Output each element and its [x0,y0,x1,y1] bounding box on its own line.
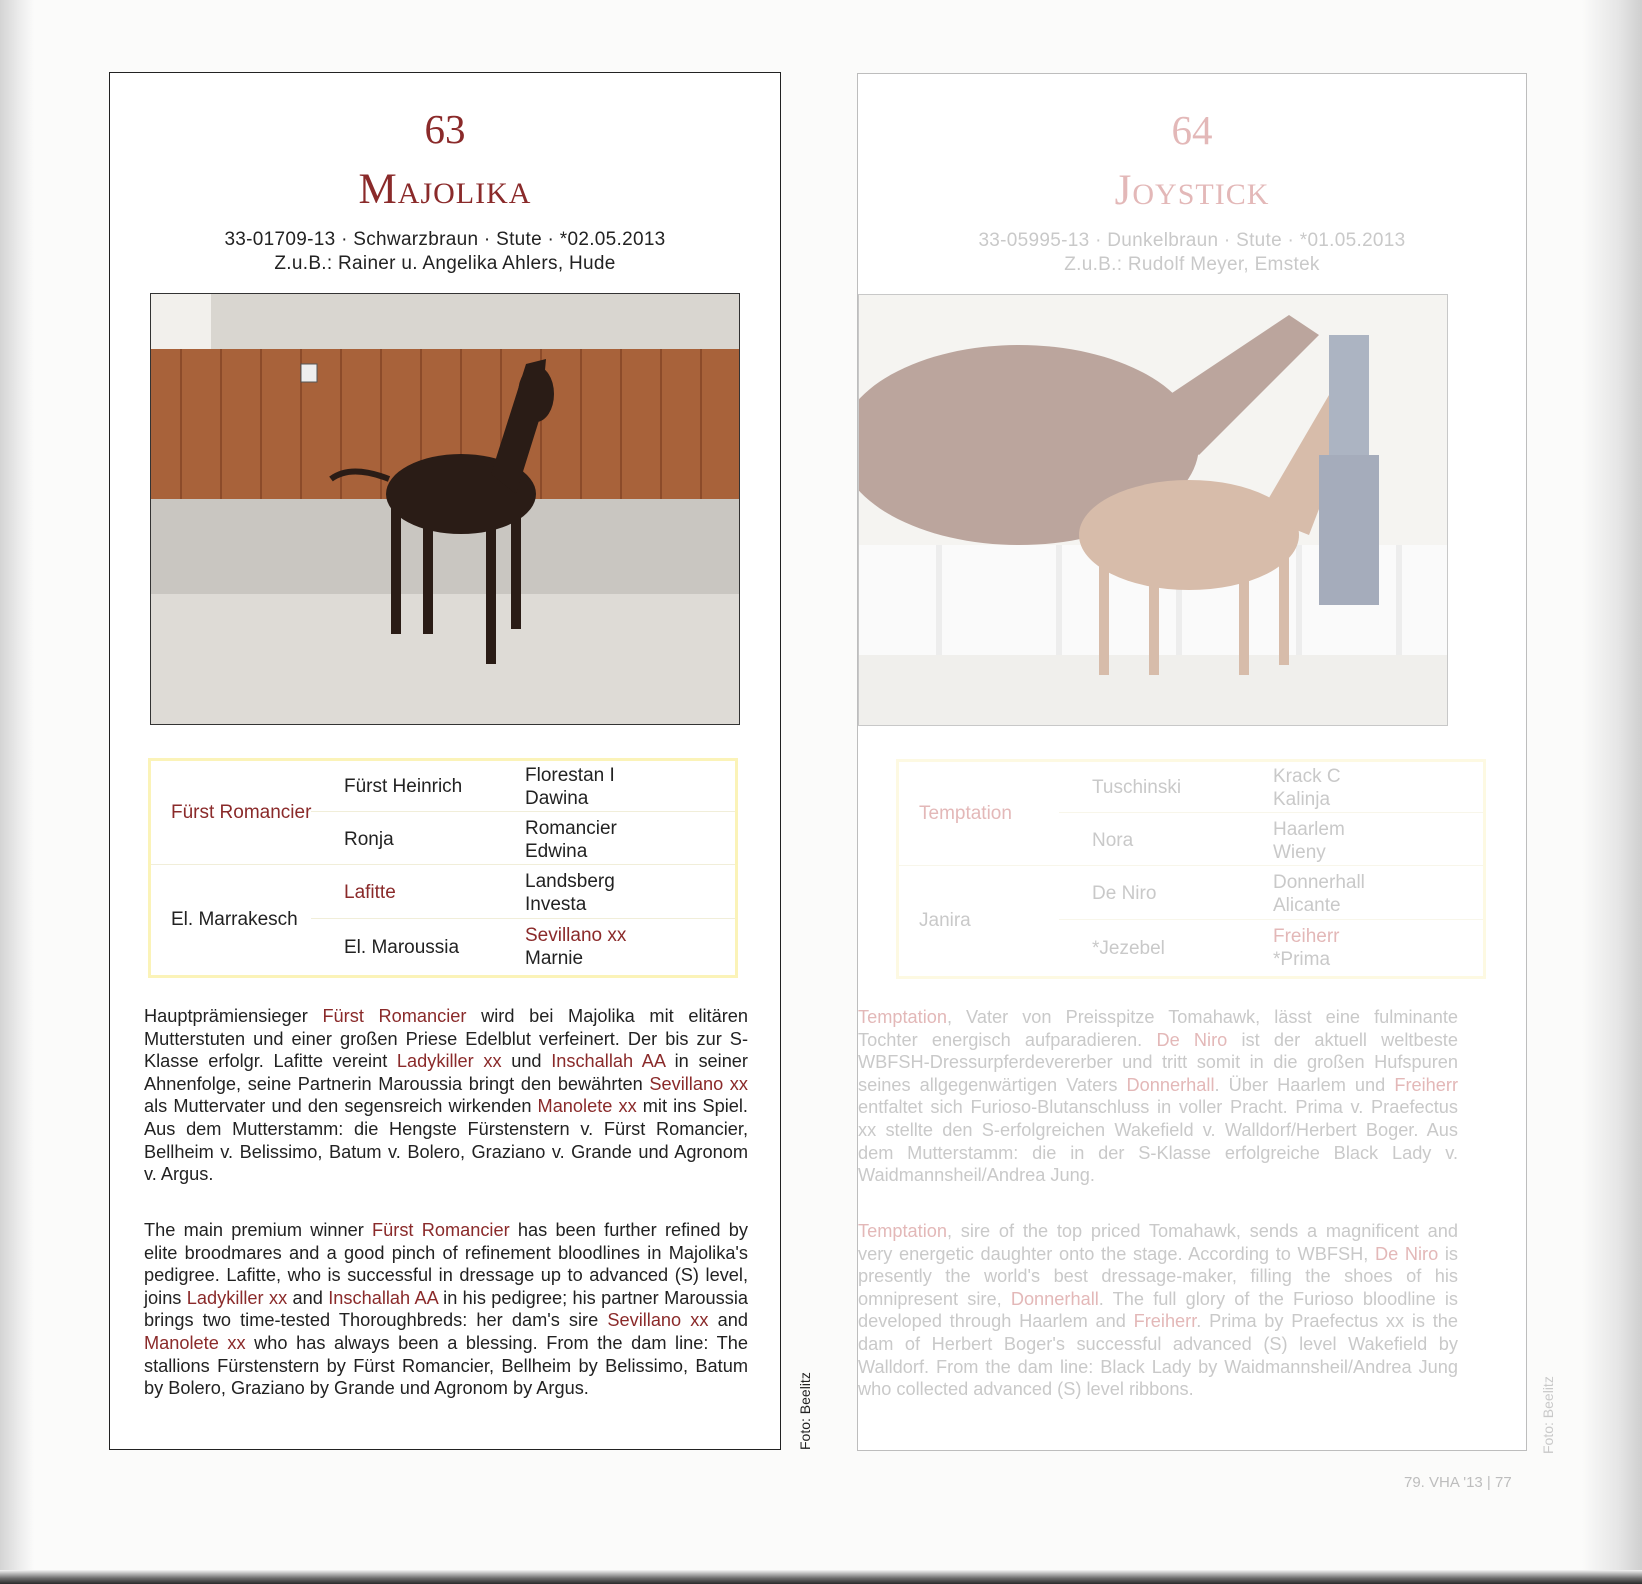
lot-card-63 [109,72,781,1450]
body-text: . Prima by Praefectus xx is the dam of Herbert Boger's successful advanced (S) level Wakefield by Walldorf. From the dam line: Black Lady by Waidmannsheil/Andrea Jung who collected advanced (S) level ribbons. [858,1311,1458,1400]
pedigree-ssd: Kalinja [1273,789,1331,810]
pedigree-sire: Temptation [919,803,1012,824]
pedigree-sds: Romancier [525,818,617,839]
description-german [858,1006,1458,1187]
highlighted-name: Fürst Romancier [372,1220,510,1240]
pedigree-dsd: Alicante [1273,895,1341,916]
highlighted-name: Sevillano xx [607,1310,709,1331]
pedigree-ssd: Dawina [525,788,589,809]
highlighted-name: Sevillano xx [649,1073,748,1094]
horse-name: Majolika [358,166,532,213]
breeder-line: Z.u.B.: Rainer u. Angelika Ahlers, Hude [274,253,616,274]
pedigree-table [896,759,1486,979]
pedigree-ddd: *Prima [1273,949,1331,970]
pedigree-sdd: Wieny [1273,842,1326,863]
pedigree-sire: Fürst Romancier [171,802,312,823]
body-text: , Vater von Preisspitze Tomahawk, lässt eine fulminante Tochter energisch aufparadieren. [858,1007,1458,1050]
body-text: is presently the world's best dressage-maker, filling the shoes of his omnipresent sire, [858,1243,1458,1309]
page-footer: 79. VHA '13 | 77 [1404,1474,1512,1491]
pedigree-dss: Landsberg [525,871,615,892]
horse-photo [150,293,740,725]
highlighted-name: Manolete xx [537,1096,637,1117]
body-text: in his pedigree; his partner Maroussia brings two time-tested Thoroughbreds: her dam's sire [144,1287,748,1331]
pedigree-sire-sire: Fürst Heinrich [344,776,463,797]
description-english [858,1220,1458,1401]
body-text: has been further refined by elite broodmares and a good pinch of refinement bloodlines in Majolika's pedigree. Lafitte, who is successful in dressage up to advanced (S) level, joins [144,1220,748,1308]
pedigree-ddd: Marnie [525,948,584,969]
highlighted-name: Ladykiller xx [396,1051,502,1072]
highlighted-name: Inschallah AA [328,1287,438,1308]
body-text: entfaltet sich Furioso-Blutanschluss in voller Pracht. Prima v. Praefectus xx stellte den S-erfolgreichen Wakefield v. Walldorf/Herbert Boger. Aus dem Mutterstamm: die in der S-Klasse erfolgreiche Black Lady v. Waidmannsheil/Andrea Jung. [858,1097,1458,1186]
horse-photo [858,294,1448,726]
pedigree-dam-dam: El. Maroussia [344,937,460,958]
highlighted-name: Temptation [858,1221,947,1241]
body-text: The main premium winner [144,1220,373,1240]
body-text: . The full glory of the Furioso bloodline is developed through Haarlem and [858,1288,1458,1332]
body-text: mit ins Spiel. Aus dem Mutterstamm: die Hengste Fürstenstern v. Fürst Romancier, Bellheim v. Belissimo, Batum v. Bolero, Graziano v. Grande und Agronom v. Argus. [144,1096,748,1185]
body-text: als Muttervater und den segensreich wirkenden [144,1096,538,1117]
highlighted-name: Fürst Romancier [322,1006,467,1026]
pedigree-sss: Krack C [1273,766,1341,787]
scan-shadow-left [0,0,34,1584]
pedigree-sire-dam: Nora [1092,830,1134,851]
body-text: Hauptprämiensieger [144,1006,323,1026]
body-text: , sire of the top priced Tomahawk, sends a magnificent and very energetic daughter onto the stage. According to WBFSH, [858,1221,1458,1264]
highlighted-name: Freiherr [1133,1311,1197,1332]
pedigree-sire-sire: Tuschinski [1092,777,1182,798]
highlighted-name: Inschallah AA [551,1051,665,1072]
scan-shadow-bottom [0,1570,1642,1584]
pedigree-dss: Donnerhall [1273,872,1365,893]
pedigree-sire-dam: Ronja [344,829,394,850]
lot-card-64 [857,73,1527,1451]
horse-info-line: 33-01709-13 · Schwarzbraun · Stute · *02.05.2013 [224,229,666,250]
pedigree-sds: Haarlem [1273,819,1345,840]
horse-name: Joystick [1114,167,1270,214]
highlighted-name: Manolete xx [144,1332,246,1353]
body-text: in seiner Ahnenfolge, seine Partnerin Maroussia bringt den bewährten [144,1051,748,1094]
body-text: who has always been a blessing. From the dam line: The stallions Fürstenstern by Fürst Romancier, Bellheim by Belissimo, Batum by Bolero, Graziano by Grande und Agronom by Argus. [144,1332,749,1399]
highlighted-name: Ladykiller xx [186,1287,288,1308]
pedigree-dam: Janira [919,910,971,931]
pedigree-dam-sire: Lafitte [344,882,396,903]
pedigree-dds: Sevillano xx [525,925,627,946]
pedigree-dam: El. Marrakesch [171,909,298,930]
lot-number: 63 [424,106,466,152]
highlighted-name: Freiherr [1394,1074,1459,1095]
body-text: . Über Haarlem und [1214,1074,1395,1095]
pedigree-table [148,758,738,978]
highlighted-name: De Niro [1374,1243,1439,1264]
breeder-line: Z.u.B.: Rudolf Meyer, Emstek [1064,254,1320,275]
photo-credit-right: Foto: Beelitz [1540,1376,1556,1454]
pedigree-sss: Florestan I [525,765,615,786]
highlighted-name: Donnerhall [1126,1074,1215,1095]
scan-shadow-right [1582,0,1642,1584]
pedigree-dam-sire: De Niro [1092,883,1157,904]
body-text: and [708,1310,748,1331]
highlighted-name: Donnerhall [1010,1288,1099,1309]
body-text: wird bei Majolika mit elitären Mutterstuten und einer großen Priese Edelblut verfeinert. Der bis zur S-Klasse erfolgr. Lafitte vereint [144,1006,748,1072]
pedigree-dam-dam: *Jezebel [1092,938,1165,959]
body-text: und [501,1051,552,1072]
description-german [144,1005,748,1186]
pedigree-dsd: Investa [525,894,587,915]
photo-credit: Foto: Beelitz [797,1372,813,1450]
description-english [144,1219,748,1400]
lot-number: 64 [1171,107,1213,153]
horse-info-line: 33-05995-13 · Dunkelbraun · Stute · *01.05.2013 [978,230,1406,251]
pedigree-dds: Freiherr [1273,926,1340,947]
highlighted-name: De Niro [1156,1029,1228,1050]
highlighted-name: Temptation [858,1007,947,1027]
pedigree-sdd: Edwina [525,841,588,862]
body-text: and [287,1287,329,1308]
body-text: ist der aktuell weltbeste WBFSH-Dressurpferdevererber und tritt somit in die großen Hufspuren seines allgegenwärtigen Vaters [858,1029,1458,1095]
